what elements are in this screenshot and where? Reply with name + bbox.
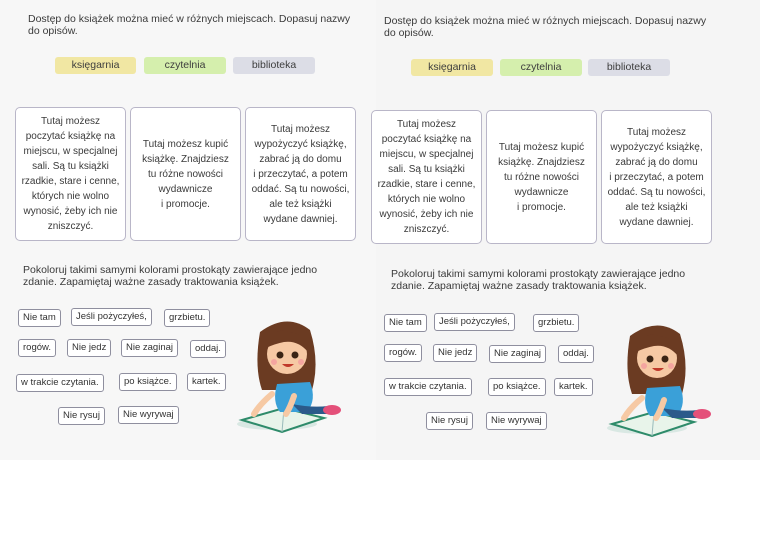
fragment-jesli-pozyczyles[interactable]: Jeśli pożyczyłeś,: [71, 308, 152, 326]
fragment-nie-rysuj[interactable]: Nie rysuj: [426, 412, 473, 430]
fragment-grzbietu[interactable]: grzbietu.: [164, 309, 210, 327]
worksheet-left: [0, 0, 384, 460]
fragment-kartek[interactable]: kartek.: [187, 373, 226, 391]
instruction-places: Dostęp do książek można mieć w różnych miejscach. Dopasuj nazwy do opisów.: [28, 13, 351, 37]
fragment-rogow[interactable]: rogów.: [384, 344, 422, 362]
fragment-nie-jedz[interactable]: Nie jedz: [67, 339, 111, 357]
description-box-library[interactable]: Tutaj możesz wypożyczyć książkę, zabrać ją do domu i przeczytać, a potem oddać. Są tu nowości, ale też książki wydane dawniej.: [245, 107, 356, 241]
description-box-reading-room[interactable]: Tutaj możesz poczytać książkę na miejscu, w specjalnej sali. Są tu książki rzadkie, stare i cenne, których nie wolno wynosić, żeby ich nie zniszczyć.: [15, 107, 126, 241]
girl-reading-book-icon: [232, 312, 350, 436]
description-box-library[interactable]: Tutaj możesz wypożyczyć książkę, zabrać ją do domu i przeczytać, a potem oddać. Są tu nowości, ale też książki wydane dawniej.: [601, 110, 712, 244]
instruction-coloring: Pokoloruj takimi samymi kolorami prostokąty zawierające jedno zdanie. Zapamiętaj ważne zasady traktowania książek.: [391, 268, 686, 292]
fragment-nie-jedz[interactable]: Nie jedz: [433, 344, 477, 362]
place-pill-ksiegarnia[interactable]: księgarnia: [411, 59, 493, 76]
fragment-nie-zaginaj[interactable]: Nie zaginaj: [121, 339, 178, 357]
fragment-grzbietu[interactable]: grzbietu.: [533, 314, 579, 332]
fragment-nie-wyrywaj[interactable]: Nie wyrywaj: [486, 412, 547, 430]
description-box-bookshop[interactable]: Tutaj możesz kupić książkę. Znajdziesz tu różne nowości wydawnicze i promocje.: [130, 107, 241, 241]
fragment-rogow[interactable]: rogów.: [18, 339, 56, 357]
fragment-kartek[interactable]: kartek.: [554, 378, 593, 396]
place-pill-czytelnia[interactable]: czytelnia: [144, 57, 226, 74]
fragment-w-trakcie-czytania[interactable]: w trakcie czytania.: [16, 374, 104, 392]
fragment-nie-tam[interactable]: Nie tam: [384, 314, 427, 332]
fragment-nie-wyrywaj[interactable]: Nie wyrywaj: [118, 406, 179, 424]
fragment-po-ksiazce[interactable]: po książce.: [119, 373, 177, 391]
fragment-oddaj[interactable]: oddaj.: [558, 345, 594, 363]
place-pill-biblioteka[interactable]: biblioteka: [588, 59, 670, 76]
fragment-jesli-pozyczyles[interactable]: Jeśli pożyczyłeś,: [434, 313, 515, 331]
fragment-nie-tam[interactable]: Nie tam: [18, 309, 61, 327]
place-pill-ksiegarnia[interactable]: księgarnia: [55, 57, 136, 74]
fragment-nie-rysuj[interactable]: Nie rysuj: [58, 407, 105, 425]
worksheet-right: [376, 0, 760, 460]
description-box-reading-room[interactable]: Tutaj możesz poczytać książkę na miejscu, w specjalnej sali. Są tu książki rzadkie, stare i cenne, których nie wolno wynosić, żeby ich nie zniszczyć.: [371, 110, 482, 244]
girl-reading-book-icon: [602, 316, 720, 440]
fragment-oddaj[interactable]: oddaj.: [190, 340, 226, 358]
fragment-nie-zaginaj[interactable]: Nie zaginaj: [489, 345, 546, 363]
fragment-po-ksiazce[interactable]: po książce.: [488, 378, 546, 396]
place-pill-czytelnia[interactable]: czytelnia: [500, 59, 582, 76]
instruction-coloring: Pokoloruj takimi samymi kolorami prostokąty zawierające jedno zdanie. Zapamiętaj ważne zasady traktowania książek.: [23, 264, 318, 288]
instruction-places: Dostęp do książek można mieć w różnych miejscach. Dopasuj nazwy do opisów.: [384, 15, 707, 39]
fragment-w-trakcie-czytania[interactable]: w trakcie czytania.: [384, 378, 472, 396]
description-box-bookshop[interactable]: Tutaj możesz kupić książkę. Znajdziesz tu różne nowości wydawnicze i promocje.: [486, 110, 597, 244]
place-pill-biblioteka[interactable]: biblioteka: [233, 57, 315, 74]
